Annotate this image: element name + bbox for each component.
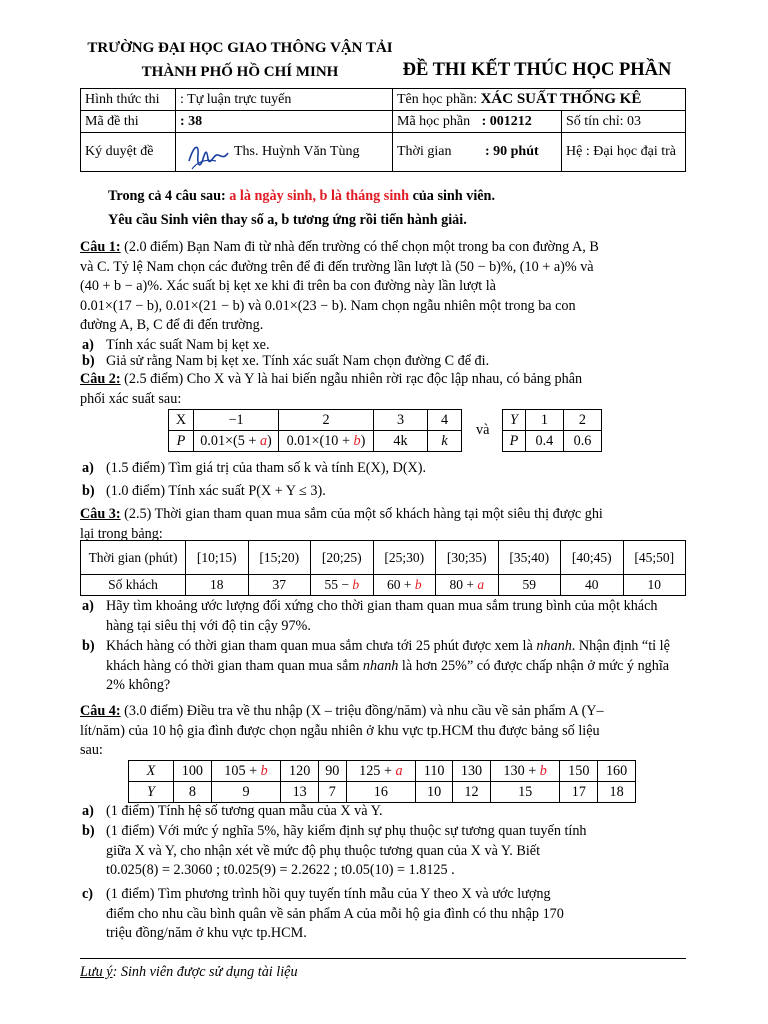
school-line-2: THÀNH PHỐ HỒ CHÍ MINH <box>141 64 339 80</box>
var-b: b <box>414 577 422 592</box>
q3-b-text-2: . Nhận định “tỉ lệ khách hàng có thời gian tham quan mua sắm <box>106 638 670 674</box>
q3-text-1: (2.5) Thời gian tham quan mua sắm của một số khách hàng tại một siêu thị được ghi <box>120 506 603 522</box>
time-row-label: Thời gian (phút) <box>81 541 186 575</box>
py-value-cell: 0.4 <box>525 431 563 452</box>
subject-cell <box>393 89 686 111</box>
count-cell <box>436 575 499 596</box>
interval-cell: [35;40) <box>498 541 561 575</box>
time-table <box>80 540 686 596</box>
q3-b-emph: nhanh <box>362 657 399 674</box>
q2-text-2: phối xác suất sau: <box>80 390 182 407</box>
form-label: Hình thức thi <box>81 89 176 111</box>
interval-cell: [30;35) <box>436 541 499 575</box>
count-cell: 18 <box>186 575 249 596</box>
count-cell: 10 <box>623 575 686 596</box>
x-value-cell: 3 <box>374 410 428 431</box>
intro-line-1 <box>108 188 495 205</box>
intro-highlight: a là ngày sinh, b là tháng sinh <box>229 188 410 204</box>
x-expr: 130 + <box>503 762 540 779</box>
q1-title: Câu 1: <box>80 239 121 255</box>
time-value: : 90 phút <box>484 144 539 159</box>
y-cell: 18 <box>598 782 636 803</box>
footer-text: : Sinh viên được sử dụng tài liệu <box>112 964 298 980</box>
q1-paragraph <box>80 238 686 336</box>
form-value: : Tự luận trực tuyến <box>176 89 393 111</box>
count-cell: 40 <box>561 575 624 596</box>
x-expr: 105 + <box>224 762 261 779</box>
school-name <box>80 36 400 84</box>
y-cell: 13 <box>281 782 319 803</box>
system: Hệ : Đại học đại trà <box>562 133 686 172</box>
q4-text-3: sau: <box>80 742 103 758</box>
q4-c-text-1: (1 điểm) Tìm phương trình hồi quy tuyến tính mẫu của Y theo X và ước lượng <box>106 886 551 902</box>
y-cell: 12 <box>453 782 491 803</box>
q3-title: Câu 3: <box>80 506 121 522</box>
xy-data-table <box>128 760 636 803</box>
x-value-cell: 4 <box>427 410 461 431</box>
q1-text-3: (40 + b − a)%. Xác suất bị kẹt xe khi đi trên ba con đường này lần lượt là <box>80 278 496 294</box>
x-cell: 90 <box>319 761 347 782</box>
q3-b-text-1: Khách hàng có thời gian tham quan mua sắm chưa tới 25 phút được xem là <box>106 638 537 654</box>
q4-a-text: (1 điểm) Tính hệ số tương quan mẫu của X và Y. <box>106 803 383 819</box>
p-value-cell: k <box>427 431 461 452</box>
intro-line-2: Yêu cầu Sinh viên thay số a, b tương ứng rồi tiến hành giải. <box>108 212 467 228</box>
q3-b-emph: nhanh <box>536 638 572 654</box>
x-label: X <box>129 761 174 782</box>
var-a: a <box>395 762 403 779</box>
q4-b-text-2: giữa X và Y, cho nhận xét về mức độ phụ thuộc tương quan của X và Y. Biết <box>106 842 541 859</box>
q4-title: Câu 4: <box>80 703 121 719</box>
y-cell: 17 <box>560 782 598 803</box>
var-b: b <box>352 577 360 592</box>
subject-value: XÁC SUẤT THỐNG KÊ <box>480 91 642 107</box>
p-header-cell: P <box>169 431 194 452</box>
q1-a-text: Tính xác suất Nam bị kẹt xe. <box>106 337 270 353</box>
footer-divider <box>80 958 686 959</box>
x-cell <box>211 761 281 782</box>
x-expr: 125 + <box>359 762 396 779</box>
q1-part-a: a) Tính xác suất Nam bị kẹt xe. <box>82 337 270 353</box>
py-value-cell: 0.6 <box>563 431 601 452</box>
q1-text-5: đường A, B, C để đi đến trường. <box>80 317 264 333</box>
y-value-cell: 1 <box>525 410 563 431</box>
p-expr: 0.01×(5 + <box>200 432 260 449</box>
q2-paragraph <box>80 370 686 409</box>
q4-part-c: c) (1 điểm) Tìm phương trình hồi quy tuyến tính mẫu của Y theo X và ước lượng điểm cho nhu cầu bình quân về sản phẩm A của mỗi hộ gia đình có thu nhập 170 triệu đồng/năm ở khu vực tp.HCM. <box>106 885 686 944</box>
q4-c-text-3: triệu đồng/năm ở khu vực tp.HCM. <box>106 925 307 941</box>
x-cell: 100 <box>174 761 212 782</box>
interval-cell: [25;30) <box>373 541 436 575</box>
time-label: Thời gian <box>397 144 452 159</box>
code-value: : 38 <box>176 111 393 133</box>
q3-part-a: a) Hãy tìm khoảng ước lượng đối xứng cho thời gian tham quan mua sắm trung bình của một khách hàng tại siêu thị với độ tin cậy 97%. <box>82 598 658 634</box>
q3-text-2: lại trong bảng: <box>80 525 163 542</box>
interval-cell: [20;25) <box>311 541 374 575</box>
q2-title: Câu 2: <box>80 371 121 387</box>
y-cell: 9 <box>211 782 281 803</box>
count-cell: 37 <box>248 575 311 596</box>
var-b: b <box>539 762 547 779</box>
q4-part-a: a) (1 điểm) Tính hệ số tương quan mẫu của X và Y. <box>82 803 383 819</box>
q4-b-text-3: t0.025(8) = 2.3060 ; t0.025(9) = 2.2622 ; t0.05(10) = 1.8125 . <box>106 862 455 878</box>
y-header-cell: Y <box>503 410 526 431</box>
course-code-value: : 001212 <box>481 113 532 129</box>
q4-text-2: lít/năm) của 10 hộ gia đình được chọn ngẫu nhiên ở khu vực tp.HCM thu được bảng số liệu <box>80 722 600 739</box>
q2-a-text: (1.5 điểm) Tìm giá trị của tham số k và tính E(X), D(X). <box>106 460 427 476</box>
var-b: b <box>353 432 361 449</box>
var-a: a <box>259 432 268 449</box>
exam-title: ĐỀ THI KẾT THÚC HỌC PHẦN <box>402 60 672 80</box>
exam-info-table <box>80 88 686 172</box>
q3-b-text-3: là hơn 25%” có được chấp nhận ở mức ý nghĩa 2% không? <box>106 657 670 693</box>
x-value-cell: 2 <box>279 410 374 431</box>
y-distribution-table <box>502 409 602 452</box>
intro-text-a: Trong cả 4 câu sau: <box>108 188 230 204</box>
course-code-label: Mã học phần <box>397 113 471 129</box>
q4-c-text-2: điểm cho nhu cầu bình quân về sản phẩm A của mỗi hộ gia đình có thu nhập 170 <box>106 905 564 922</box>
x-cell: 110 <box>416 761 453 782</box>
q3-a-text: Hãy tìm khoảng ước lượng đối xứng cho thời gian tham quan mua sắm trung bình của một khách hàng tại siêu thị với độ tin cậy 97%. <box>106 598 658 634</box>
interval-cell: [10;15) <box>186 541 249 575</box>
q4-part-b: b) (1 điểm) Với mức ý nghĩa 5%, hãy kiểm định sự phụ thuộc sự tương quan tuyến tính giữa X và Y, cho nhận xét về mức độ phụ thuộc tương quan của X và Y. Biết t0.025(8) = 2.3060 ; t0.025(9) = 2.2622 ; t0.05(10) = 1.8125 . <box>106 822 686 881</box>
y-cell: 16 <box>346 782 416 803</box>
interval-cell: [40;45) <box>561 541 624 575</box>
q4-text-1: (3.0 điểm) Điều tra về thu nhập (X – triệu đồng/năm) và nhu cầu về sản phẩm A (Y– <box>120 703 604 719</box>
x-header-cell: X <box>169 410 194 431</box>
y-cell: 8 <box>174 782 212 803</box>
y-cell: 10 <box>416 782 453 803</box>
and-word: và <box>476 422 490 438</box>
q2-part-a: a) (1.5 điểm) Tìm giá trị của tham số k và tính E(X), D(X). <box>82 460 427 476</box>
x-value-cell: −1 <box>194 410 279 431</box>
x-cell: 130 <box>453 761 491 782</box>
q1-b-text: Giả sử rằng Nam bị kẹt xe. Tính xác suất Nam chọn đường C để đi. <box>106 353 490 369</box>
signature-icon <box>186 139 232 175</box>
count-row-label: Số khách <box>81 575 186 596</box>
p-expr: 0.01×(10 + <box>286 432 354 449</box>
py-header-cell: P <box>503 431 526 452</box>
x-cell: 150 <box>560 761 598 782</box>
count-expr: 55 − <box>324 577 353 592</box>
q2-part-b: b) (1.0 điểm) Tính xác suất P(X + Y ≤ 3). <box>82 483 326 499</box>
q1-part-b: b) Giả sử rằng Nam bị kẹt xe. Tính xác suất Nam chọn đường C để đi. <box>82 353 490 369</box>
subject-label: Tên học phần: <box>397 92 478 107</box>
x-cell <box>490 761 560 782</box>
x-distribution-table <box>168 409 462 452</box>
y-cell: 7 <box>319 782 347 803</box>
count-expr: 60 + <box>386 577 415 592</box>
course-code-cell <box>393 111 562 133</box>
var-a: a <box>477 577 485 592</box>
q1-text-2: và C. Tỷ lệ Nam chọn các đường trên để đi đến trường lần lượt là (50 − b)%, (10 + a)% và <box>80 258 594 275</box>
x-cell: 120 <box>281 761 319 782</box>
code-label: Mã đề thi <box>81 111 176 133</box>
approver: Ths. Huỳnh Văn Tùng <box>176 133 393 172</box>
x-cell <box>346 761 416 782</box>
approve-label: Ký duyệt đề <box>81 133 176 172</box>
school-line-1: TRƯỜNG ĐẠI HỌC GIAO THÔNG VẬN TẢI <box>87 40 393 56</box>
y-value-cell: 2 <box>563 410 601 431</box>
count-expr: 80 + <box>449 577 478 592</box>
interval-cell: [45;50] <box>623 541 686 575</box>
p-value-cell: 4k <box>374 431 428 452</box>
y-cell: 15 <box>490 782 560 803</box>
count-cell <box>311 575 374 596</box>
credits: Số tín chỉ: 03 <box>562 111 686 133</box>
q4-paragraph <box>80 702 686 761</box>
count-cell <box>373 575 436 596</box>
var-b: b <box>260 762 268 779</box>
q4-b-text-1: (1 điểm) Với mức ý nghĩa 5%, hãy kiểm định sự phụ thuộc sự tương quan tuyến tính <box>106 823 587 839</box>
q3-part-b: b) Khách hàng có thời gian tham quan mua sắm chưa tới 25 phút được xem là nhanh. Nhận định “tỉ lệ khách hàng có thời gian tham quan mua sắm nhanh là hơn 25%” có được chấp nhận ở mức ý nghĩa 2% không? <box>82 638 670 693</box>
q3-paragraph <box>80 505 686 544</box>
count-cell: 59 <box>498 575 561 596</box>
q2-b-text: (1.0 điểm) Tính xác suất P(X + Y ≤ 3). <box>106 483 326 499</box>
q1-text-4: 0.01×(17 − b), 0.01×(21 − b) và 0.01×(23 − b). Nam chọn ngẫu nhiên một trong ba con <box>80 297 576 314</box>
interval-cell: [15;20) <box>248 541 311 575</box>
footer-label: Lưu ý <box>80 964 113 980</box>
q1-text-1: (2.0 điểm) Bạn Nam đi từ nhà đến trường có thể chọn một trong ba con đường A, B <box>120 239 599 255</box>
time-cell <box>393 133 562 172</box>
p-value-cell: 0.01×(5 + a) <box>194 431 279 452</box>
q2-text-1: (2.5 điểm) Cho X và Y là hai biến ngẫu nhiên rời rạc độc lập nhau, có bảng phân <box>120 371 583 387</box>
intro-text-b: của sinh viên. <box>409 188 495 204</box>
p-value-cell: 0.01×(10 + b) <box>279 431 374 452</box>
y-label: Y <box>129 782 174 803</box>
footer-note <box>80 964 298 981</box>
x-cell: 160 <box>598 761 636 782</box>
